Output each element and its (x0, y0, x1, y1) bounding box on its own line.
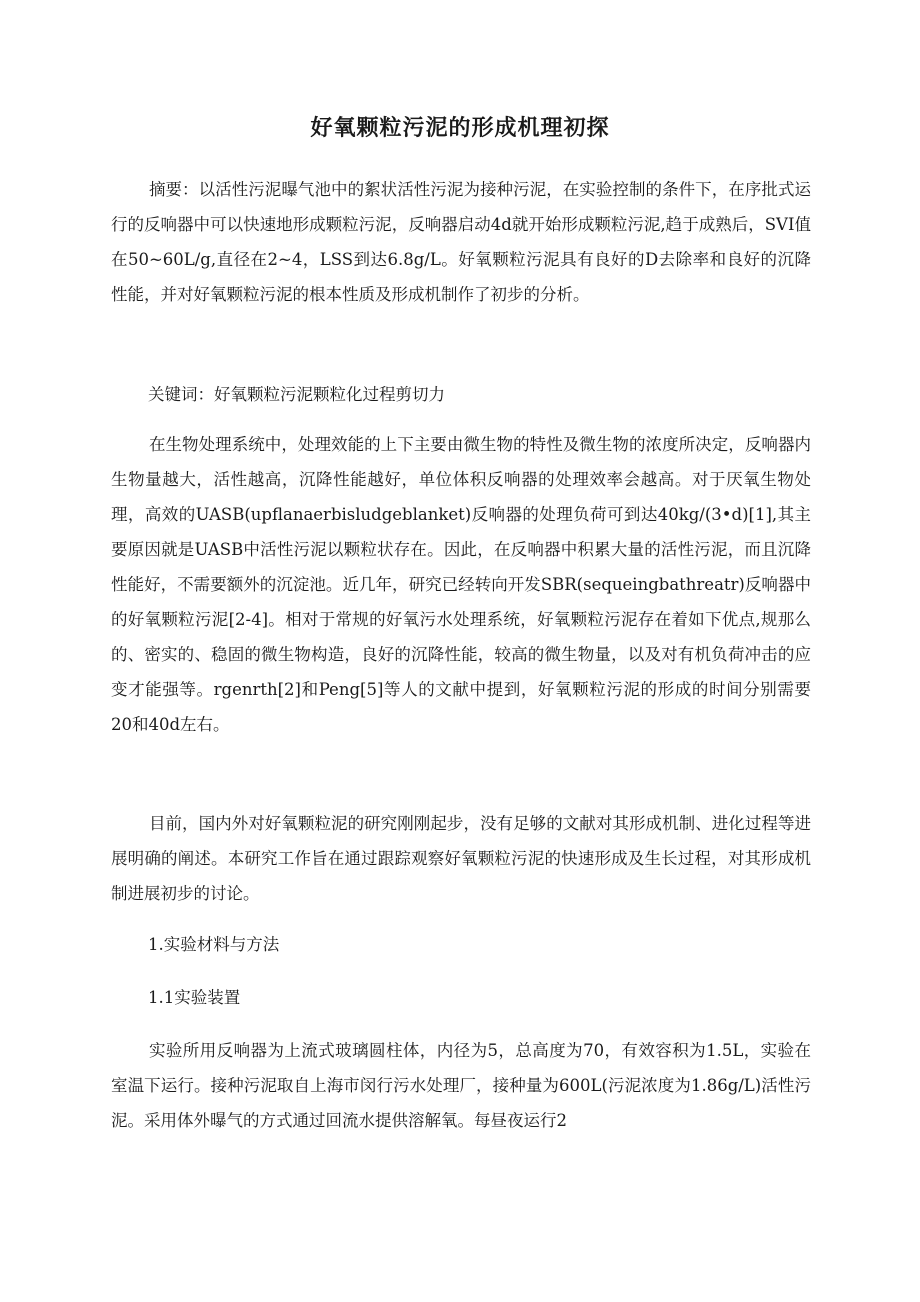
abstract-paragraph: 摘要：以活性污泥曝气池中的絮状活性污泥为接种污泥，在实验控制的条件下，在序批式运行的反响器中可以快速地形成颗粒污泥，反响器启动4d就开始形成颗粒污泥,趋于成熟后，SVI值在50~60L/g,直径在2~4，LSS到达6.8g/L。好氧颗粒污泥具有良好的D去除率和良好的沉降性能，并对好氧颗粒污泥的根本性质及形成机制作了初步的分析。 (111, 180, 811, 304)
body-paragraph-2: 目前，国内外对好氧颗粒泥的研究刚刚起步，没有足够的文献对其形成机制、进化过程等进展明确的阐述。本研究工作旨在通过跟踪观察好氧颗粒污泥的快速形成及生长过程，对其形成机制进展初步的讨论。 (111, 814, 811, 903)
body-paragraph-3: 实验所用反响器为上流式玻璃圆柱体，内径为5，总高度为70，有效容积为1.5L，实验在室温下运行。接种污泥取自上海市闵行污水处理厂，接种量为600L(污泥浓度为1.86g/L)活性污泥。采用体外曝气的方式通过回流水提供溶解氧。每昼夜运行2 (111, 1041, 811, 1130)
section-heading-1: 1.实验材料与方法 (148, 935, 280, 954)
document-title: 好氧颗粒污泥的形成机理初探 (310, 115, 610, 141)
keywords-line: 关键词：好氧颗粒污泥颗粒化过程剪切力 (148, 385, 445, 404)
body-paragraph-1: 在生物处理系统中，处理效能的上下主要由微生物的特性及微生物的浓度所决定，反响器内生物量越大，活性越高，沉降性能越好，单位体积反响器的处理效率会越高。对于厌氧生物处理，高效的UASB(upflanaerbisludgeblanket)反响器的处理负荷可到达40kg/(3•d)[1],其主要原因就是UASB中活性污泥以颗粒状存在。因此，在反响器中积累大量的活性污泥，而且沉降性能好，不需要额外的沉淀池。近几年，研究已经转向开发SBR(sequeingbathreatr)反响器中的好氧颗粒污泥[2-4]。相对于常规的好氧污水处理系统，好氧颗粒污泥存在着如下优点,规那么的、密实的、稳固的微生物构造，良好的沉降性能，较高的微生物量，以及对有机负荷冲击的应变才能强等。rgenrth[2]和Peng[5]等人的文献中提到，好氧颗粒污泥的形成的时间分别需要20和40d左右。 (111, 435, 811, 734)
section-heading-1-1: 1.1实验装置 (148, 988, 241, 1007)
